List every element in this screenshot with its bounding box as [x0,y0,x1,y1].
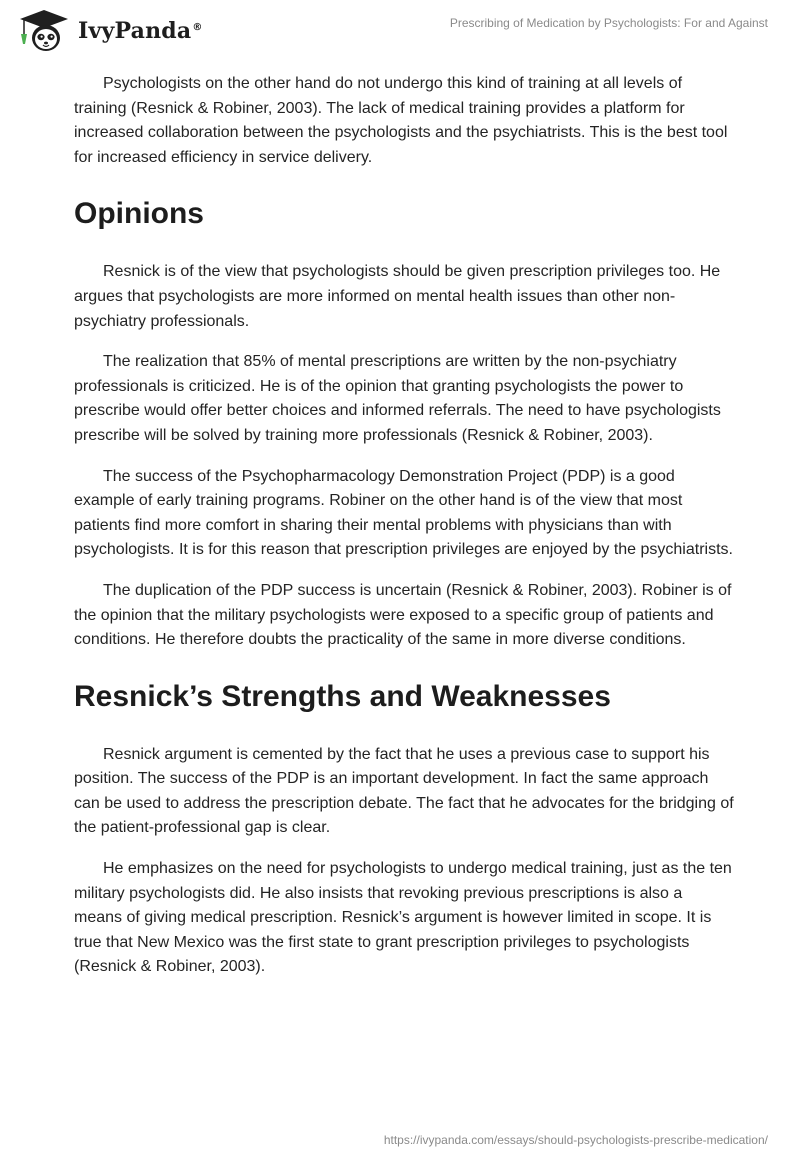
paragraph: Resnick argument is cemented by the fact that he uses a previous case to support his position. The success of the PDP is an important development. In fact the same approach can be used to address the prescription debate. The fact that he advocates for the bridging of the patient-professional gap is clear. [74,745,734,837]
ivypanda-logo[interactable] [16,8,203,54]
brand-name: IvyPanda® [78,18,203,44]
intro-paragraph: Psychologists on the other hand do not undergo this kind of training at all levels of training (Resnick & Robiner, 2003). The lack of medical training provides a platform for increased collaboration between the psychologists and the psychiatrists. This is the best tool for increased efficiency in service delivery. [74,75,728,166]
section-heading-opinions: Opinions [74,197,204,231]
article-body [74,72,734,996]
page-header [0,0,800,64]
paragraph: The success of the Psychopharmacology Demonstration Project (PDP) is a good example of early training programs. Robiner on the other hand is of the view that most patients find more comfort in sharing their mental problems with physicians than with psychologists. It is for this reason that prescription privileges are enjoyed by the psychiatrists. [74,467,733,559]
paragraph: He emphasizes on the need for psychologists to undergo medical training, just as the ten military psychologists did. He also insists that revoking previous prescriptions is also a means of giving medical prescription. Resnick’s argument is however limited in scope. It is true that New Mexico was the first state to grant prescription privileges to psychologists (Resnick & Robiner, 2003). [74,860,732,976]
document-title: Prescribing of Medication by Psychologists: For and Against [449,16,768,30]
paragraph: The realization that 85% of mental prescriptions are written by the non-psychiatry professionals is criticized. He is of the opinion that granting psychologists the power to prescribe would offer better choices and informed referrals. The need to have psychologists prescribe will be solved by training more professionals (Resnick & Robiner, 2003). [74,353,721,444]
paragraph: Resnick is of the view that psychologists should be given prescription privileges too. He argues that psychologists are more informed on mental health issues than other non-psychiatry professionals. [74,263,721,330]
source-url[interactable]: https://ivypanda.com/essays/should-psychologists-prescribe-medication/ [383,1133,768,1147]
paragraph: The duplication of the PDP success is uncertain (Resnick & Robiner, 2003). Robiner is of the opinion that the military psychologists were exposed to a specific group of patients and conditions. He therefore doubts the practicality of the same in more diverse conditions. [74,581,732,649]
section-heading-strengths-weaknesses: Resnick’s Strengths and Weaknesses [74,679,611,713]
panda-graduate-icon [16,8,72,54]
registered-mark: ® [192,21,203,33]
